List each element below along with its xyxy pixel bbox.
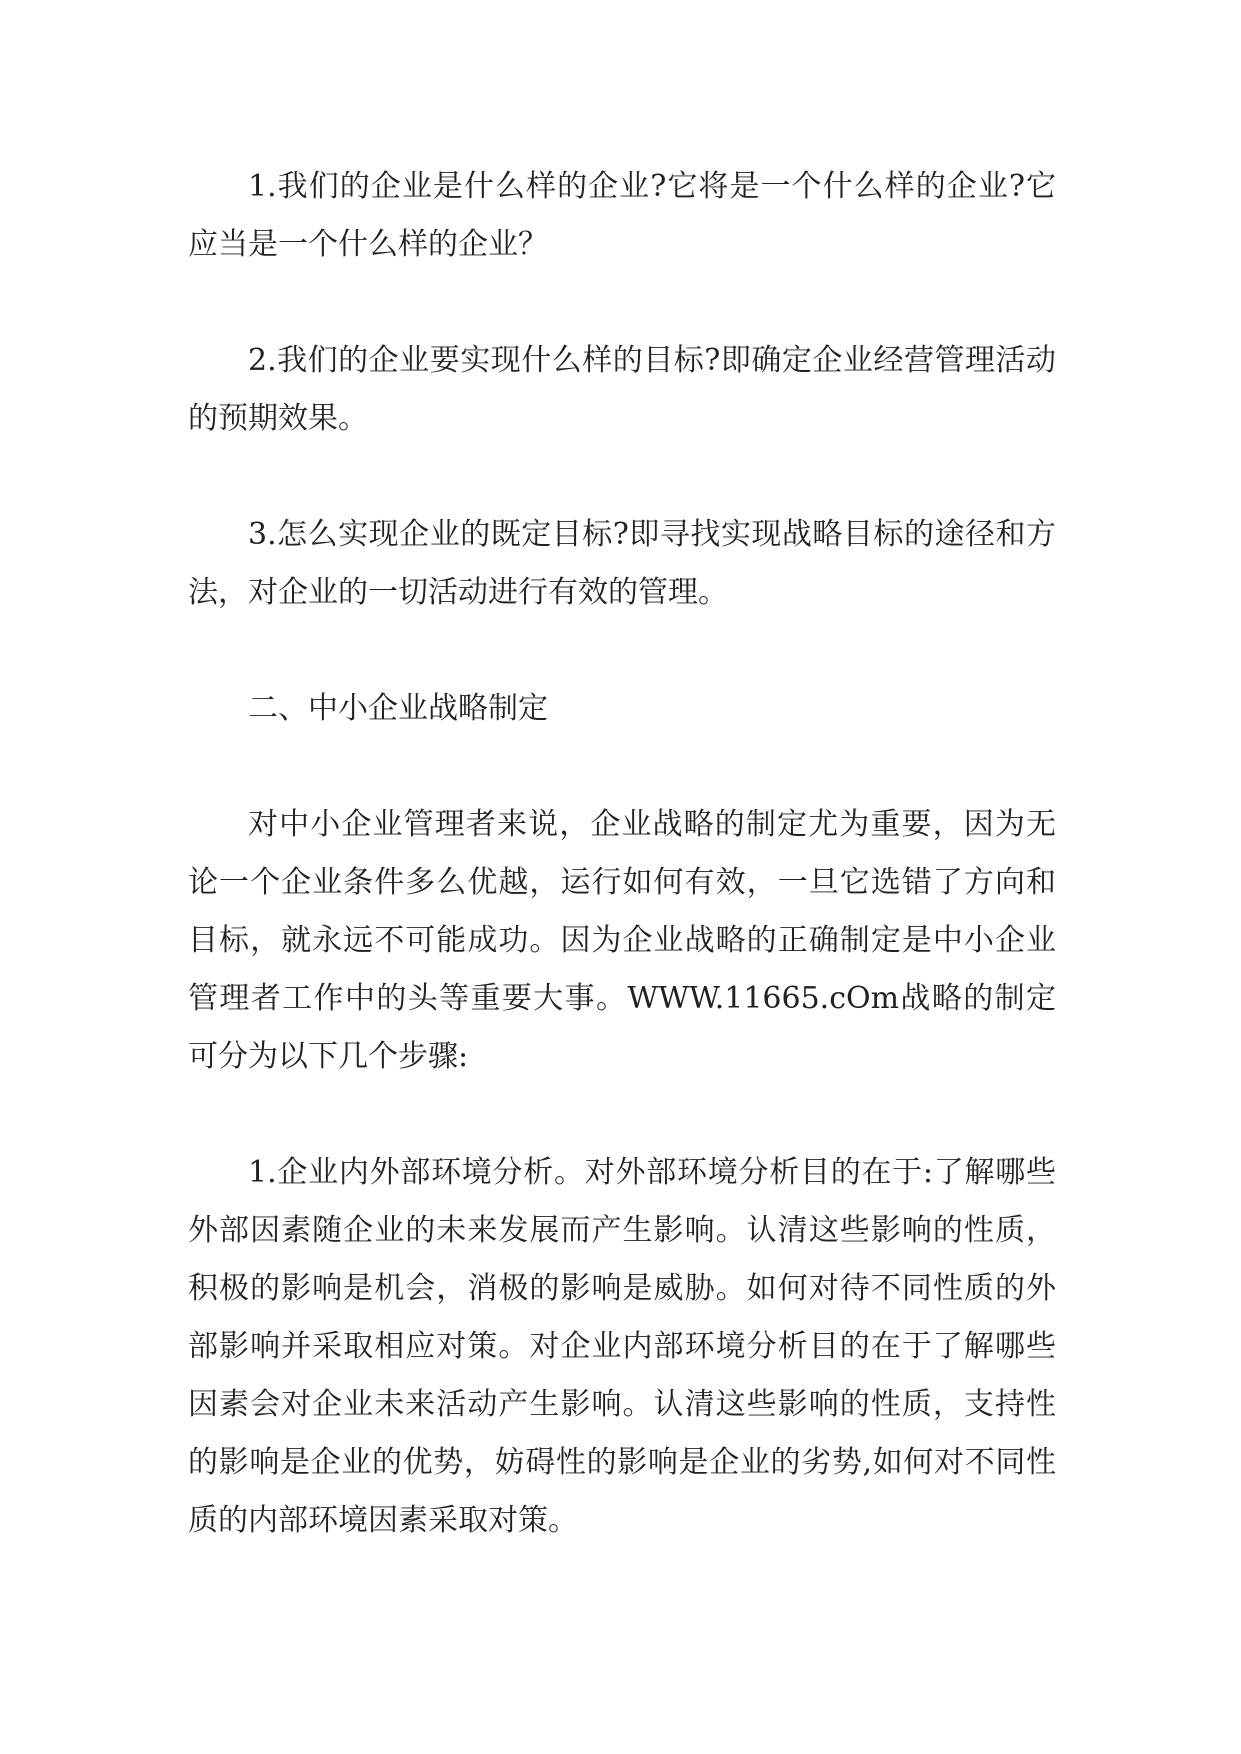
paragraph-question-1: 1.我们的企业是什么样的企业?它将是一个什么样的企业?它应当是一个什么样的企业？: [188, 169, 1056, 262]
paragraph-strategy-intro: 对中小企业管理者来说，企业战略的制定尤为重要，因为无论一个企业条件多么优越，运行如何有效，一旦它选错了方向和目标，就永远不可能成功。因为企业战略的正确制定是中小企业管理者工作中的头等重要大事。WWW.11665.cOm战略的制定可分为以下几个步骤:: [188, 807, 1056, 1074]
paragraph-question-3: 3.怎么实现企业的既定目标?即寻找实现战略目标的途径和方法，对企业的一切活动进行有效的管理。: [188, 517, 1056, 610]
document-body: [188, 158, 1056, 1550]
paragraph-question-2: 2.我们的企业要实现什么样的目标?即确定企业经营管理活动的预期效果。: [188, 343, 1056, 436]
section-heading: 二、中小企业战略制定: [248, 691, 548, 726]
paragraph-step-1: 1.企业内外部环境分析。对外部环境分析目的在于:了解哪些外部因素随企业的未来发展而产生影响。认清这些影响的性质，积极的影响是机会，消极的影响是威胁。如何对待不同性质的外部影响并采取相应对策。对企业内部环境分析目的在于了解哪些因素会对企业未来活动产生影响。认清这些影响的性质，支持性的影响是企业的优势，妨碍性的影响是企业的劣势,如何对不同性质的内部环境因素采取对策。: [188, 1155, 1056, 1538]
